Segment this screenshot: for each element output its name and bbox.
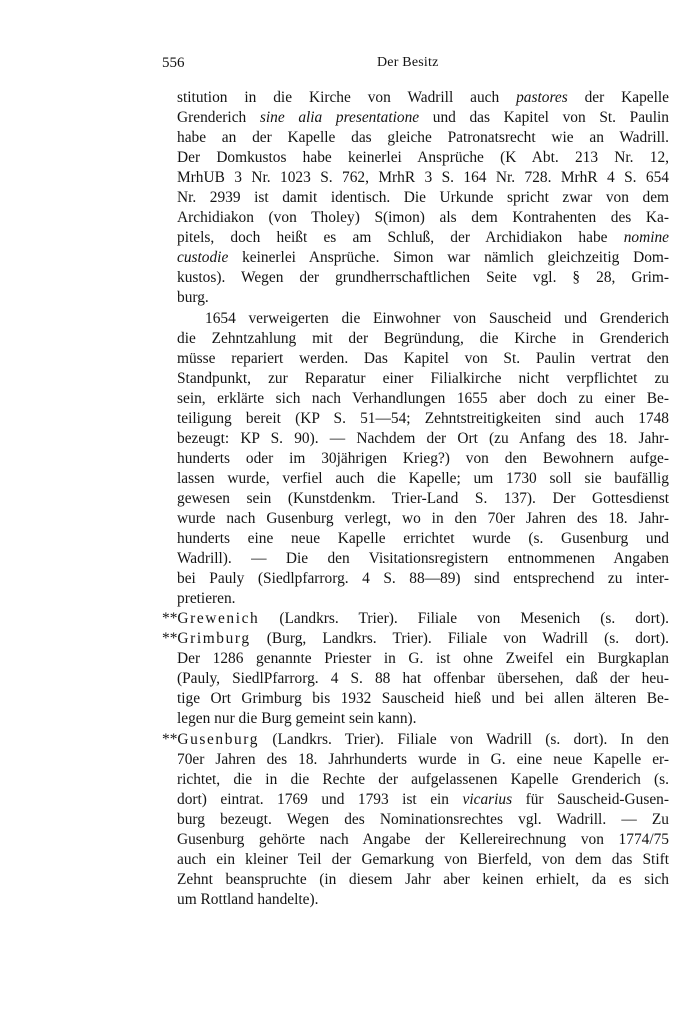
text-line: Archidiakon (von Tholey) S(imon) als dem Kontrahenten des Ka- <box>177 209 669 227</box>
text-line: richtet, die in die Rechte der aufgelassenen Kapelle Grenderich (s. <box>177 770 669 788</box>
text-line: bei Pauly (Siedlpfarrorg. 4 S. 88—89) sind entsprechend zu inter- <box>177 570 669 588</box>
text-line: Standpunkt, zur Reparatur einer Filialkirche nicht verpflichtet zu <box>177 369 669 387</box>
text-line: gewesen sein (Kunstdenkm. Trier-Land S. 137). Der Gottesdienst <box>177 489 669 507</box>
text-line: teiligung bereit (KP S. 51—54; Zehntstreitigkeiten sind auch 1748 <box>177 409 669 427</box>
text-line: Der Domkustos habe keinerlei Ansprüche (K Abt. 213 Nr. 12, <box>177 149 669 167</box>
text-line: lassen wurde, verfiel auch die Kapelle; um 1730 soll sie baufällig <box>177 469 669 487</box>
text-line: Der 1286 genannte Priester in G. ist ohne Zweifel ein Burgkaplan <box>177 650 669 668</box>
text-line: sein, erklärte sich nach Verhandlungen 1655 aber doch zu einer Be- <box>177 389 669 407</box>
entry-marker: ** <box>162 630 178 648</box>
entry-gusenburg: **Gusenburg (Landkrs. Trier). Filiale von Wadrill (s. dort). In den <box>162 730 669 748</box>
text-line: Gusenburg gehörte nach Angabe der Kellereirechnung von 1774/75 <box>177 830 669 848</box>
text-line: pitels, doch heißt es am Schluß, der Archidiakon habe nomine <box>177 229 669 247</box>
text-line: burg. <box>177 289 209 307</box>
text-line: wurde nach Gusenburg verlegt, wo in den 70er Jahren des 18. Jahr- <box>177 509 669 527</box>
text-line: müsse repariert werden. Das Kapitel von St. Paulin vertrat den <box>177 349 669 367</box>
entry-grewenich: **Grewenich (Landkrs. Trier). Filiale von Mesenich (s. dort). <box>162 610 669 628</box>
text-line: Grenderich sine alia presentatione und das Kapitel von St. Paulin <box>177 109 669 127</box>
text-line: tige Ort Grimburg bis 1932 Sauscheid hieß und bei allen älteren Be- <box>177 690 669 708</box>
text-line: pretieren. <box>177 590 236 608</box>
text-line: burg bezeugt. Wegen des Nominationsrechtes vgl. Wadrill. — Zu <box>177 810 669 828</box>
text-line: legen nur die Burg gemeint sein kann). <box>177 710 417 728</box>
text-line: habe an der Kapelle das gleiche Patronatsrecht wie an Wadrill. <box>177 129 669 147</box>
entry-headword: Gusenburg <box>177 730 260 748</box>
text-line: (Pauly, SiedlPfarrorg. 4 S. 88 hat offenbar übersehen, daß der heu- <box>177 670 669 688</box>
text-line: stitution in die Kirche von Wadrill auch pastores der Kapelle <box>177 89 669 106</box>
text-line: dort) eintrat. 1769 und 1793 ist ein vicarius für Sauscheid-Gusen- <box>177 790 669 808</box>
entry-marker: ** <box>162 610 178 628</box>
entry-grimburg: **Grimburg (Burg, Landkrs. Trier). Filiale von Wadrill (s. dort). <box>162 630 669 648</box>
text-line: Wadrill). — Die den Visitationsregistern entnommenen Angaben <box>177 550 669 568</box>
running-head: Der Besitz <box>377 55 439 70</box>
text-line: hunderts oder im 30jährigen Krieg?) von den Bewohnern aufge- <box>177 449 669 467</box>
text-line: custodie keinerlei Ansprüche. Simon war nämlich gleichzeitig Dom- <box>177 249 669 267</box>
entry-headword: Grewenich <box>177 610 260 628</box>
text-line: bezeugt: KP S. 90). — Nachdem der Ort (zu Anfang des 18. Jahr- <box>177 429 669 447</box>
text-line: 70er Jahren des 18. Jahrhunderts wurde in G. eine neue Kapelle er- <box>177 750 669 768</box>
text-line: um Rottland handelte). <box>177 890 319 908</box>
text-line: auch ein kleiner Teil der Gemarkung von Bierfeld, von dem das Stift <box>177 850 669 868</box>
body-text <box>162 88 669 910</box>
text-line: Zehnt beanspruchte (in diesem Jahr aber keinen erhielt, da es sich <box>177 870 669 888</box>
text-line: die Zehntzahlung mit der Begründung, die Kirche in Grenderich <box>177 329 669 347</box>
page-number: 556 <box>162 55 185 71</box>
text-line: Nr. 2939 ist damit identisch. Die Urkunde spricht zwar von dem <box>177 189 669 207</box>
entry-marker: ** <box>162 730 178 748</box>
text-line: hunderts eine neue Kapelle errichtet wurde (s. Gusenburg und <box>177 530 669 548</box>
text-line: MrhUB 3 Nr. 1023 S. 762, MrhR 3 S. 164 Nr. 728. MrhR 4 S. 654 <box>177 169 669 187</box>
text-line: kustos). Wegen der grundherrschaftlichen Seite vgl. § 28, Grim- <box>177 269 669 287</box>
entry-headword: Grimburg <box>177 630 251 648</box>
text-line: 1654 verweigerten die Einwohner von Sauscheid und Grenderich <box>205 309 669 327</box>
